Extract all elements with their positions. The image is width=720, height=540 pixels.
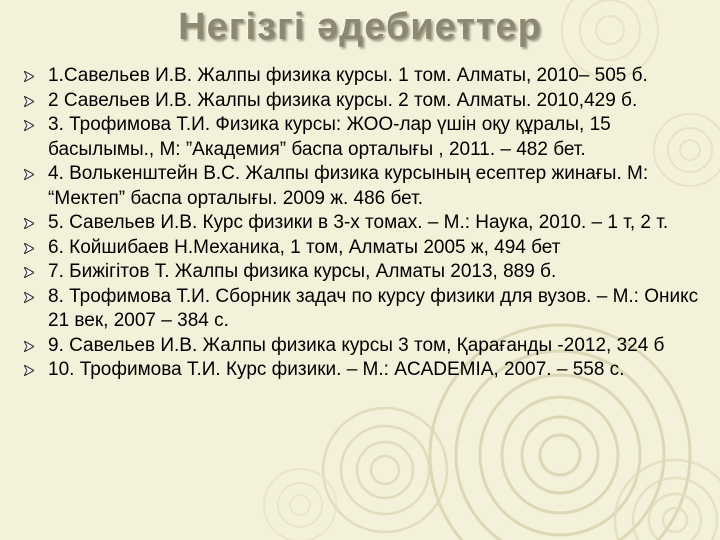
reference-item xyxy=(22,260,712,285)
reference-item xyxy=(22,358,712,383)
reference-item xyxy=(22,211,712,236)
arrowhead-bullet-icon xyxy=(24,341,34,352)
reference-item xyxy=(22,285,712,334)
reference-text: 1.Савельев И.В. Жалпы физика курсы. 1 том. Алматы, 2010– 505 б. xyxy=(48,65,648,86)
arrowhead-bullet-icon xyxy=(24,365,34,376)
reference-text: 5. Савельев И.В. Курс физики в 3-х томах. – М.: Наука, 2010. – 1 т, 2 т. xyxy=(48,212,669,233)
reference-text: 9. Савельев И.В. Жалпы физика курсы 3 том, Қарағанды -2012, 324 б xyxy=(48,334,665,356)
arrowhead-bullet-icon xyxy=(24,120,34,131)
arrowhead-bullet-icon xyxy=(24,96,34,107)
reference-item xyxy=(22,89,712,114)
arrowhead-bullet-icon xyxy=(24,243,34,254)
reference-item xyxy=(22,162,712,211)
reference-text: 10. Трофимова Т.И. Курс физики. – М.: ACADEMIA, 2007. – 558 с. xyxy=(48,359,625,380)
reference-list xyxy=(22,64,712,383)
arrowhead-bullet-icon xyxy=(24,218,34,229)
reference-text: 6. Койшибаев Н.Механика, 1 том, Алматы 2005 ж, 494 бет xyxy=(48,236,561,258)
reference-item xyxy=(22,236,712,261)
reference-text: 7. Бижігітов Т. Жалпы физика курсы, Алматы 2013, 889 б. xyxy=(48,261,557,282)
reference-item xyxy=(22,64,712,89)
reference-item xyxy=(22,334,712,359)
reference-text: 8. Трофимова Т.И. Сборник задач по курсу физики для вузов. – М.: Оникс 21 век, 2007 – 384 с. xyxy=(48,285,699,331)
arrowhead-bullet-icon xyxy=(24,267,34,278)
page-title: Негізгі әдебиеттер xyxy=(178,6,542,48)
arrowhead-bullet-icon xyxy=(24,292,34,303)
reference-text: 4. Волькенштейн В.С. Жалпы физика курсының есептер жинағы. М: “Мектеп” баспа орталығы. 2009 ж. 486 бет. xyxy=(48,163,649,209)
arrowhead-bullet-icon xyxy=(24,169,34,180)
arrowhead-bullet-icon xyxy=(24,71,34,82)
reference-text: 3. Трофимова Т.И. Физика курсы: ЖОО-лар үшін оқу құралы, 15 басылымы., М: ”Академия” баспа орталығы , 2011. – 482 бет. xyxy=(48,114,611,160)
reference-item xyxy=(22,113,712,162)
reference-text: 2 Савельев И.В. Жалпы физика курсы. 2 том. Алматы. 2010,429 б. xyxy=(48,89,638,111)
